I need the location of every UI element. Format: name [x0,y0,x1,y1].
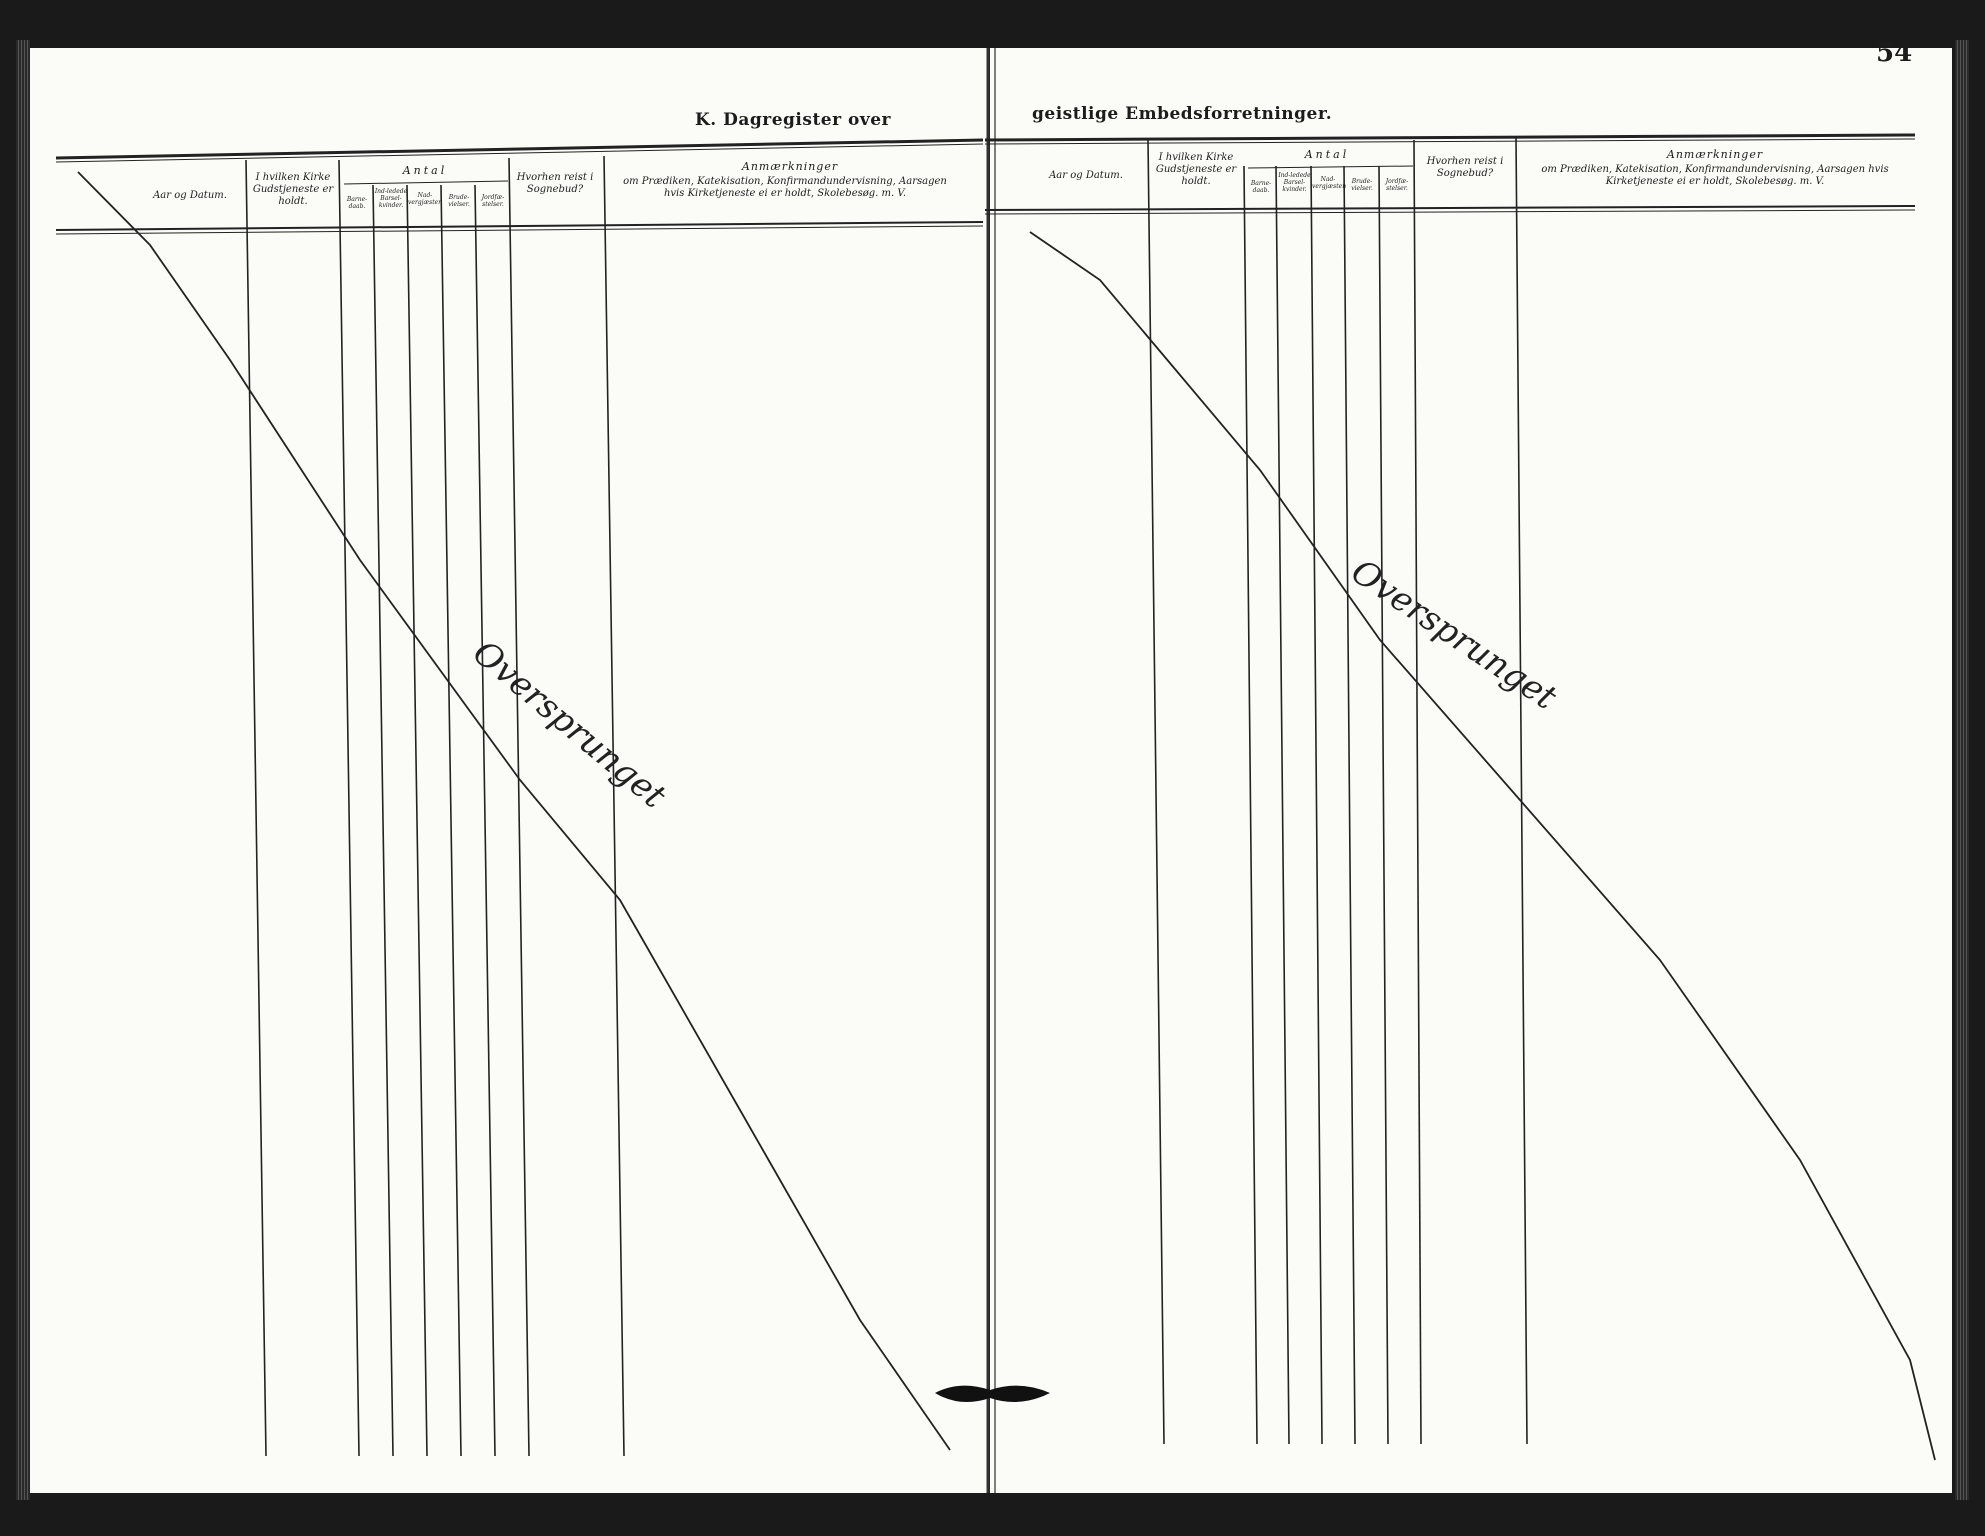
left-col-weddings: Brude-vielser. [448,194,470,209]
right-col-remarks: om Prædiken, Katekisation, Konfirmandundervisning, Aarsagen hvis Kirketjeneste ei er holdt, Skolebesøg. m. V. [1541,164,1889,187]
right-col-baptism: Barne-daab. [1250,180,1272,195]
right-title: geistlige Embedsforretninger. [1032,104,1333,124]
left-col-baptism: Barne-daab. [346,196,368,211]
handwritten-note-right: Oversprunget [1343,551,1564,718]
right-col-antal: Antal [1304,148,1350,161]
right-col-travel: Hvorhen reist i Sognebud? [1426,156,1504,179]
cancel-stroke-left [78,172,950,1450]
binding-clasp [935,1386,1050,1402]
left-col-remarks-title: Anmærkninger [741,160,839,173]
handwritten-note-left: Oversprunget [465,632,674,817]
left-col-communion: Nad-vergjæsten [408,192,443,207]
left-title: K. Dagregister over [695,110,891,130]
left-col-remarks: om Prædiken, Katekisation, Konfirmandundervisning, Aarsagen hvis Kirketjeneste ei er holdt, Skolebesøg. m. V. [623,176,947,199]
left-col-date: Aar og Datum. [153,190,227,201]
left-col-antal: Antal [402,164,448,177]
right-col-churching: Ind-ledede Barsel-kvinder. [1278,172,1311,194]
right-col-date: Aar og Datum. [1049,170,1123,181]
right-col-weddings: Brude-vielser. [1351,178,1373,193]
right-col-church: I hvilken Kirke Gudstjeneste er holdt. [1155,152,1237,187]
left-col-burials: Jordfæ-stelser. [481,194,505,209]
page-number: 54 [1876,38,1913,68]
left-col-travel: Hvorhen reist i Sognebud? [516,172,594,195]
left-col-churching: Ind-ledede Barsel-kvinder. [374,188,408,210]
cancel-stroke-right [1030,232,1935,1460]
left-col-church: I hvilken Kirke Gudstjeneste er holdt. [252,172,334,207]
right-col-communion: Nad-vergjæsten [1312,176,1347,191]
right-col-burials: Jordfæ-stelser. [1385,178,1409,193]
right-col-remarks-title: Anmærkninger [1666,148,1764,161]
